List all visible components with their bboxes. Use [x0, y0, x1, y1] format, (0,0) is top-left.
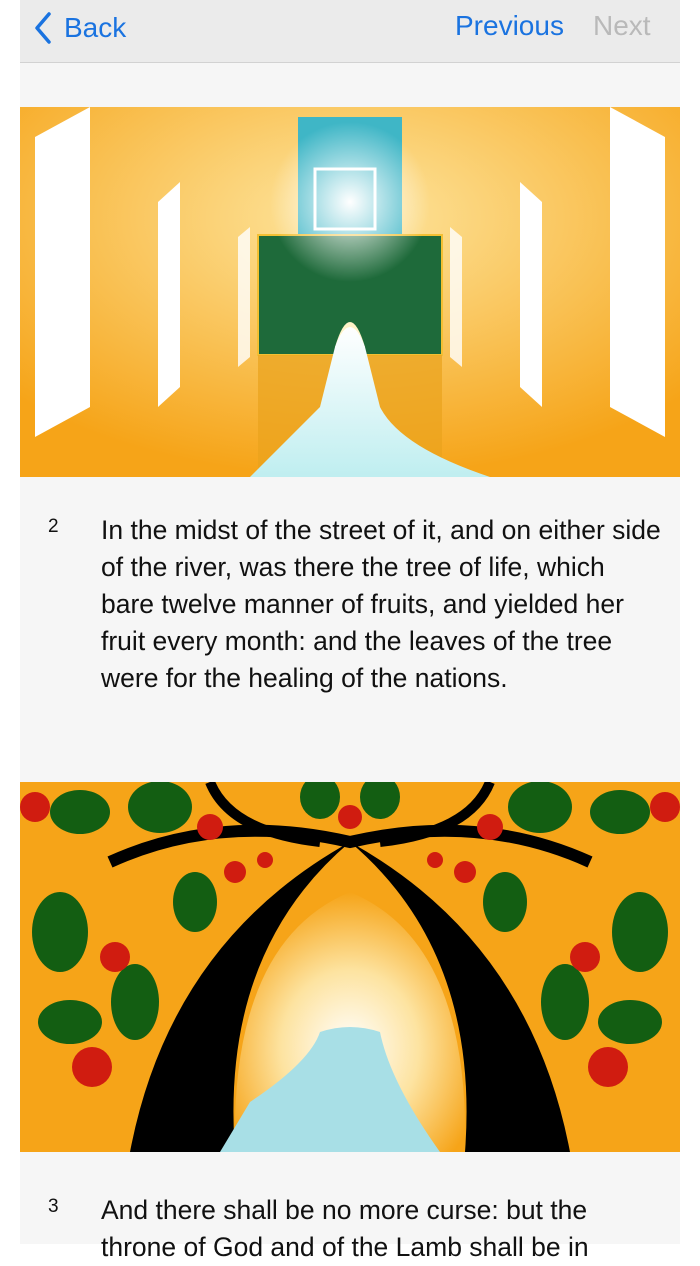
- next-button: Next: [593, 10, 651, 41]
- verse-number: 3: [48, 1196, 59, 1217]
- verse-text: In the midst of the street of it, and on either side of the river, was there the tree of life, which bare twelve manner of fruits, and yielded her fruit every month: and the leaves of the tree were for the healing of the nations.: [101, 515, 661, 693]
- previous-button[interactable]: Previous: [455, 10, 564, 41]
- illustration-river-of-life: [20, 107, 680, 477]
- verse-number: 2: [48, 516, 59, 537]
- content-column: [20, 0, 680, 1262]
- navigation-bar: [20, 0, 680, 63]
- chevron-left-icon: [34, 12, 52, 44]
- illustration-tree-of-life: [20, 782, 680, 1152]
- back-label: Back: [64, 12, 127, 43]
- verse-text: And there shall be no more curse: but the throne of God and of the Lamb shall be in: [101, 1195, 589, 1262]
- back-button[interactable]: [34, 8, 126, 48]
